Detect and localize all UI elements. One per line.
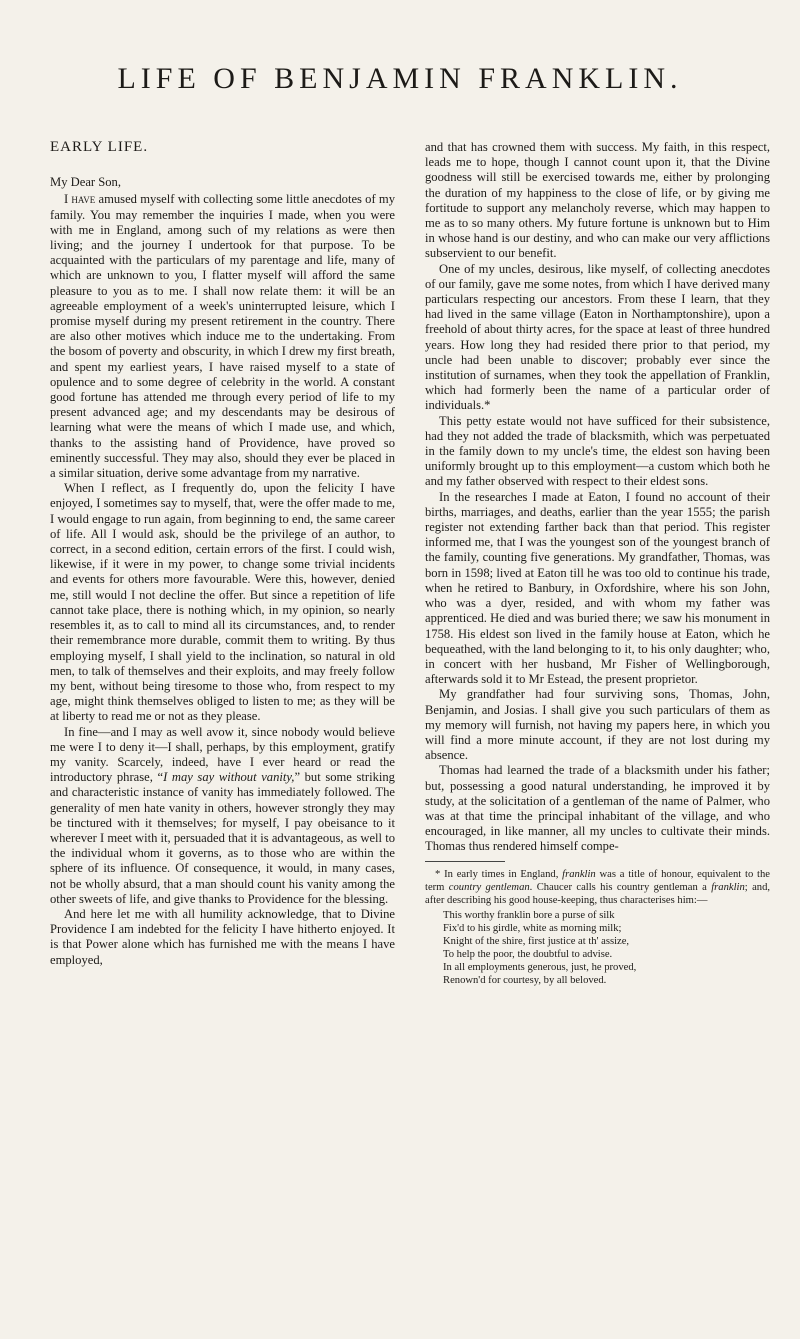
verse [443, 909, 770, 987]
verse-line: To help the poor, the doubtful to advise. [443, 948, 613, 960]
salutation: My Dear Son, [50, 175, 122, 190]
paragraph: This petty estate would not have sufficed for their subsistence, had they not added the trade of blacksmith, which was perpetuated in the family down to my uncle's time, the eldest son having been uniformly brought up to this employment—a custom which both he and my father observed with respect to their eldest sons. [425, 413, 770, 489]
paragraph: and that has crowned them with success. My faith, in this respect, leads me to hope, though I cannot count upon it, that the Divine goodness will still be exercised towards me, either by prolonging the duration of my happiness to the close of life, or by giving me fortitude to support any melancholy reverse, which may happen to me as to so many others. My future fortune is unknown but to Him in whose hand is our destiny, and who can make our very afflictions subservient to our benefit. [425, 140, 770, 261]
footnote: * In early times in England, franklin was a title of honour, equivalent to the term country gentleman. Chaucer calls his country gentleman a franklin; and, after describing his good house-keeping, thus characterises him:— This worthy franklin bore a purse of silk Fix'd to his girdle, white as morning milk; Knight of the shire, first justice at th' assize, To help the poor, the doubtful to advise. In all employments generous, just, he proved, Renown'd for courtesy, by all beloved. [425, 868, 771, 986]
running-title: LIFE OF BENJAMIN FRANKLIN. [117, 62, 683, 95]
drop-lead: I have [64, 192, 96, 207]
verse-line: This worthy franklin bore a purse of silk [443, 909, 615, 921]
right-column [425, 140, 770, 987]
verse-line: In all employments generous, just, he proved, [443, 961, 637, 973]
paragraph: When I reflect, as I frequently do, upon the felicity I have enjoyed, I sometimes say to myself, that, were the offer made to me, I would engage to run again, from beginning to end, the same career of life. All I would ask, should be the privilege of an author, to correct, in a second edition, certain errors of the first. I could wish, likewise, if it were in my power, to change some trivial incidents and events for others more favourable. Were this, however, denied me, still would I not decline the offer. But since a repetition of life cannot take place, there is nothing which, in my opinion, so nearly resembles it, as to call to mind all its circumstances, and, to render their remembrance more durable, commit them to writing. By thus employing myself, I shall yield to the inclination, so natural in old men, to talk of themselves and their exploits, and may freely follow my bent, without being tiresome to those who, from respect to my age, might think themselves obliged to listen to me; as they will be at liberty to read me or not as they please. [50, 481, 395, 724]
verse-line: Knight of the shire, first justice at th' assize, [443, 935, 630, 947]
left-column [50, 140, 395, 968]
paragraph: Thomas had learned the trade of a blacksmith under his father; but, possessing a good natural understanding, he improved it by study, at the solicitation of a gentleman of the name of Palmer, who was at that time the principal inhabitant of the village, and who encouraged, in like manner, all my uncles to cultivate their minds. Thomas thus rendered himself compe- [425, 763, 770, 854]
paragraph: I have amused myself with collecting some little anecdotes of my family. You may remember the inquiries I made, when you were with me in England, among such of my relations as were then living; and the journey I undertook for that purpose. To be acquainted with the particulars of my parentage and life, many of which are unknown to you, I flatter myself will afford the same pleasure to you as to me. I shall now relate them: it will be an agreeable employment of a week's uninterrupted leisure, which I promise myself during my present retirement in the country. There are also other motives which induce me to the undertaking. From the bosom of poverty and obscurity, in which I drew my first breath, and spent my earliest years, I have raised myself to a state of opulence and to some degree of celebrity in the world. A constant good fortune has attended me through every period of life to my present advanced age; and my descendants may be desirous of learning what were the means of which I made use, and which, thanks to the assisting hand of Providence, have proved so eminently successful. They may also, should they ever be placed in a similar situation, derive some advantage from my narrative. [50, 192, 395, 481]
footnote-divider [425, 861, 505, 862]
paragraph: My grandfather had four surviving sons, Thomas, John, Benjamin, and Josias. I shall give you such particulars of them as my memory will furnish, not having my papers here, in which you will find a more minute account, if they are not lost during my absence. [425, 687, 770, 763]
verse-line: Fix'd to his girdle, white as morning milk; [443, 922, 622, 934]
chapter-title: EARLY LIFE. [50, 139, 149, 155]
paragraph: In fine—and I may as well avow it, since nobody would believe me were I to deny it—I shall, perhaps, by this employment, gratify my vanity. Scarcely, indeed, have I ever heard or read the introductory phrase, “I may say without vanity,” but some striking and characteristic instance of vanity has immediately followed. The generality of men hate vanity in others, however strongly they may be tinctured with it themselves; for myself, I pay obeisance to it wherever I meet with it, persuaded that it is advantageous, as well to the individual whom it governs, as to those who are within the sphere of its influence. Of consequence, it would, in many cases, not be wholly absurd, that a man should count his vanity among the other sweets of life, and give thanks to Providence for the blessing. [50, 724, 395, 906]
verse-line: Renown'd for courtesy, by all beloved. [443, 974, 607, 986]
paragraph: In the researches I made at Eaton, I found no account of their births, marriages, and deaths, earlier than the year 1555; the parish register not extending farther back than that period. This register informed me, that I was the youngest son of the youngest branch of the family, counting five generations. My grandfather, Thomas, was born in 1598; lived at Eaton till he was too old to continue his trade, when he retired to Banbury, in Oxfordshire, where his son John, who was a dyer, resided, and with whom my father was apprenticed. He died and was buried there; we saw his monument in 1758. His eldest son lived in the family house at Eaton, which he bequeathed, with the land belonging to it, to his only daughter; who, in concert with her husband, Mr Fisher of Wellingborough, afterwards sold it to Mr Estead, the present proprietor. [425, 489, 770, 687]
paragraph: One of my uncles, desirous, like myself, of collecting anecdotes of our family, gave me some notes, from which I have derived many particulars respecting our ancestors. From these I learn, that they had lived in the same village (Eaton in Northamptonshire), upon a freehold of about thirty acres, for the space at least of three hundred years. How long they had resided there prior to that period, my uncle had been unable to discover; probably ever since the institution of surnames, when they took the appellation of Franklin, which had formerly been the name of a particular order of individuals.* [425, 261, 770, 413]
quoted-phrase: I may say without vanity, [163, 770, 295, 785]
paragraph: And here let me with all humility acknowledge, that to Divine Providence I am indebted for the felicity I have hitherto enjoyed. It is that Power alone which has furnished me with the means I have employed, [50, 906, 395, 967]
